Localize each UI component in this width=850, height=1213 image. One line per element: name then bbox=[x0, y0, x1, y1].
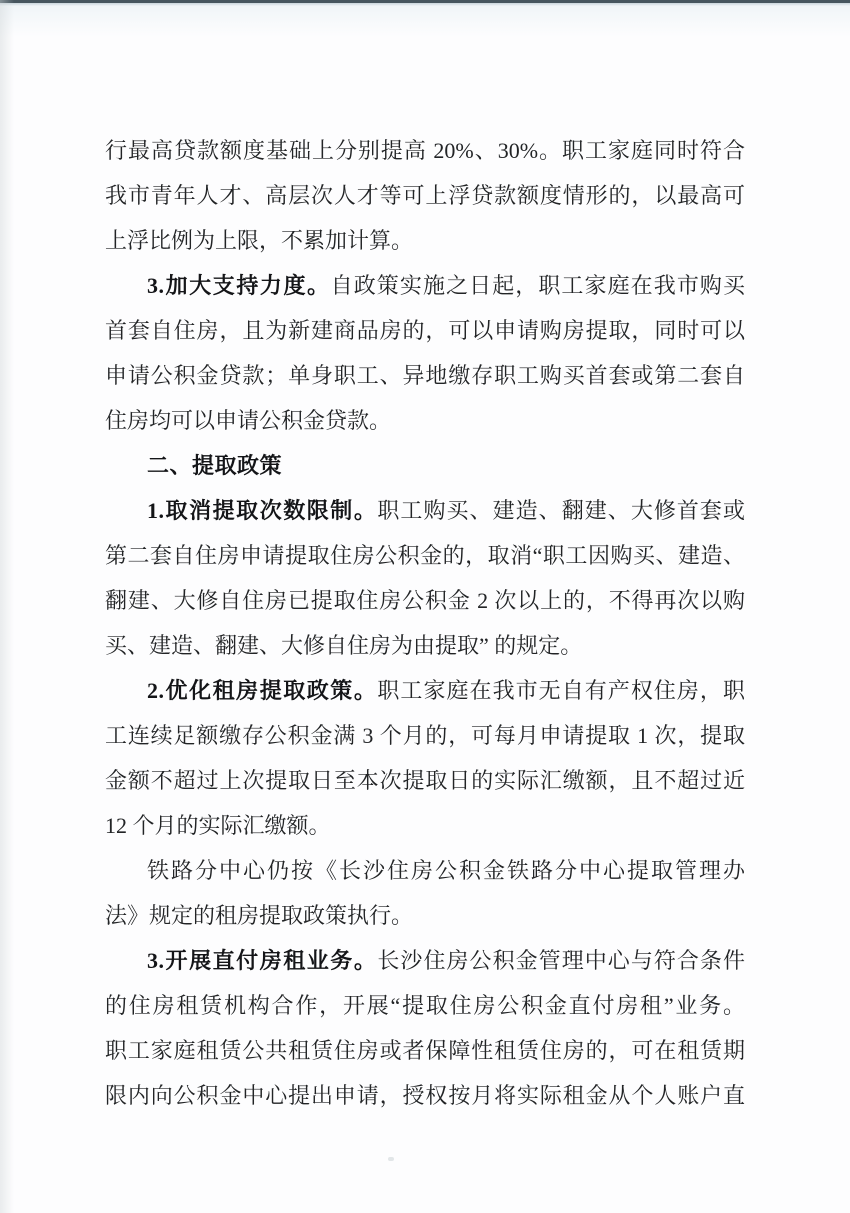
line-text: 首套自住房，且为新建商品房的，可以申请购房提取，同时可以 bbox=[105, 318, 745, 343]
text-line bbox=[105, 803, 745, 848]
text-line bbox=[105, 578, 745, 623]
text-line bbox=[105, 893, 745, 938]
text-line bbox=[105, 758, 745, 803]
scan-edge-left bbox=[0, 0, 14, 1213]
text-line bbox=[105, 488, 745, 533]
text-line bbox=[105, 983, 745, 1028]
line-text: 金额不超过上次提取日至本次提取日的实际汇缴额，且不超过近 bbox=[105, 768, 745, 793]
line-text: 上浮比例为上限，不累加计算。 bbox=[105, 228, 414, 253]
paragraph-lead: 3.开展直付房租业务。 bbox=[147, 948, 378, 973]
text-line bbox=[105, 668, 745, 713]
line-text: 行最高贷款额度基础上分别提高 20%、30%。职工家庭同时符合 bbox=[105, 138, 745, 163]
text-line bbox=[105, 398, 745, 443]
text-line bbox=[105, 938, 745, 983]
line-text: 铁路分中心仍按《长沙住房公积金铁路分中心提取管理办 bbox=[147, 858, 745, 883]
line-text: 法》规定的租房提取政策执行。 bbox=[105, 903, 414, 928]
line-text: 12 个月的实际汇缴额。 bbox=[105, 813, 331, 838]
line-text: 申请公积金贷款；单身职工、异地缴存职工购买首套或第二套自 bbox=[105, 363, 745, 388]
text-line bbox=[105, 623, 745, 668]
line-text: 我市青年人才、高层次人才等可上浮贷款额度情形的，以最高可 bbox=[105, 183, 745, 208]
line-text: 长沙住房公积金管理中心与符合条件 bbox=[377, 948, 745, 973]
section-heading bbox=[105, 443, 745, 488]
line-text: 限内向公积金中心提出申请，授权按月将实际租金从个人账户直 bbox=[105, 1083, 745, 1108]
text-line bbox=[105, 218, 745, 263]
line-text: 的住房租赁机构合作，开展“提取住房公积金直付房租”业务。 bbox=[105, 993, 745, 1018]
line-text: 翻建、大修自住房已提取住房公积金 2 次以上的，不得再次以购 bbox=[105, 588, 745, 613]
document-content bbox=[105, 128, 745, 1118]
text-line bbox=[105, 128, 745, 173]
text-line bbox=[105, 533, 745, 578]
text-line bbox=[105, 713, 745, 758]
text-line bbox=[105, 173, 745, 218]
paragraph-lead: 3.加大支持力度。 bbox=[147, 273, 331, 298]
paragraph-lead: 2.优化租房提取政策。 bbox=[147, 678, 378, 703]
line-text: 第二套自住房申请提取住房公积金的，取消“职工因购买、建造、 bbox=[105, 543, 745, 568]
line-text: 工连续足额缴存公积金满 3 个月的，可每月申请提取 1 次，提取 bbox=[105, 723, 745, 748]
text-line bbox=[105, 1028, 745, 1073]
text-line bbox=[105, 353, 745, 398]
line-text: 职工购买、建造、翻建、大修首套或 bbox=[377, 498, 745, 523]
line-text: 自政策实施之日起，职工家庭在我市购买 bbox=[330, 273, 745, 298]
line-text: 职工家庭租赁公共租赁住房或者保障性租赁住房的，可在租赁期 bbox=[105, 1038, 745, 1063]
line-text: 职工家庭在我市无自有产权住房，职 bbox=[377, 678, 745, 703]
scan-tint bbox=[0, 3, 850, 37]
text-line bbox=[105, 848, 745, 893]
section-heading-text: 二、提取政策 bbox=[147, 453, 283, 478]
scan-speck bbox=[388, 1157, 394, 1161]
text-line bbox=[105, 308, 745, 353]
text-line bbox=[105, 263, 745, 308]
line-text: 买、建造、翻建、大修自住房为由提取” 的规定。 bbox=[105, 633, 583, 658]
paragraph-lead: 1.取消提取次数限制。 bbox=[147, 498, 378, 523]
line-text: 住房均可以申请公积金贷款。 bbox=[105, 408, 392, 433]
text-line bbox=[105, 1073, 745, 1118]
